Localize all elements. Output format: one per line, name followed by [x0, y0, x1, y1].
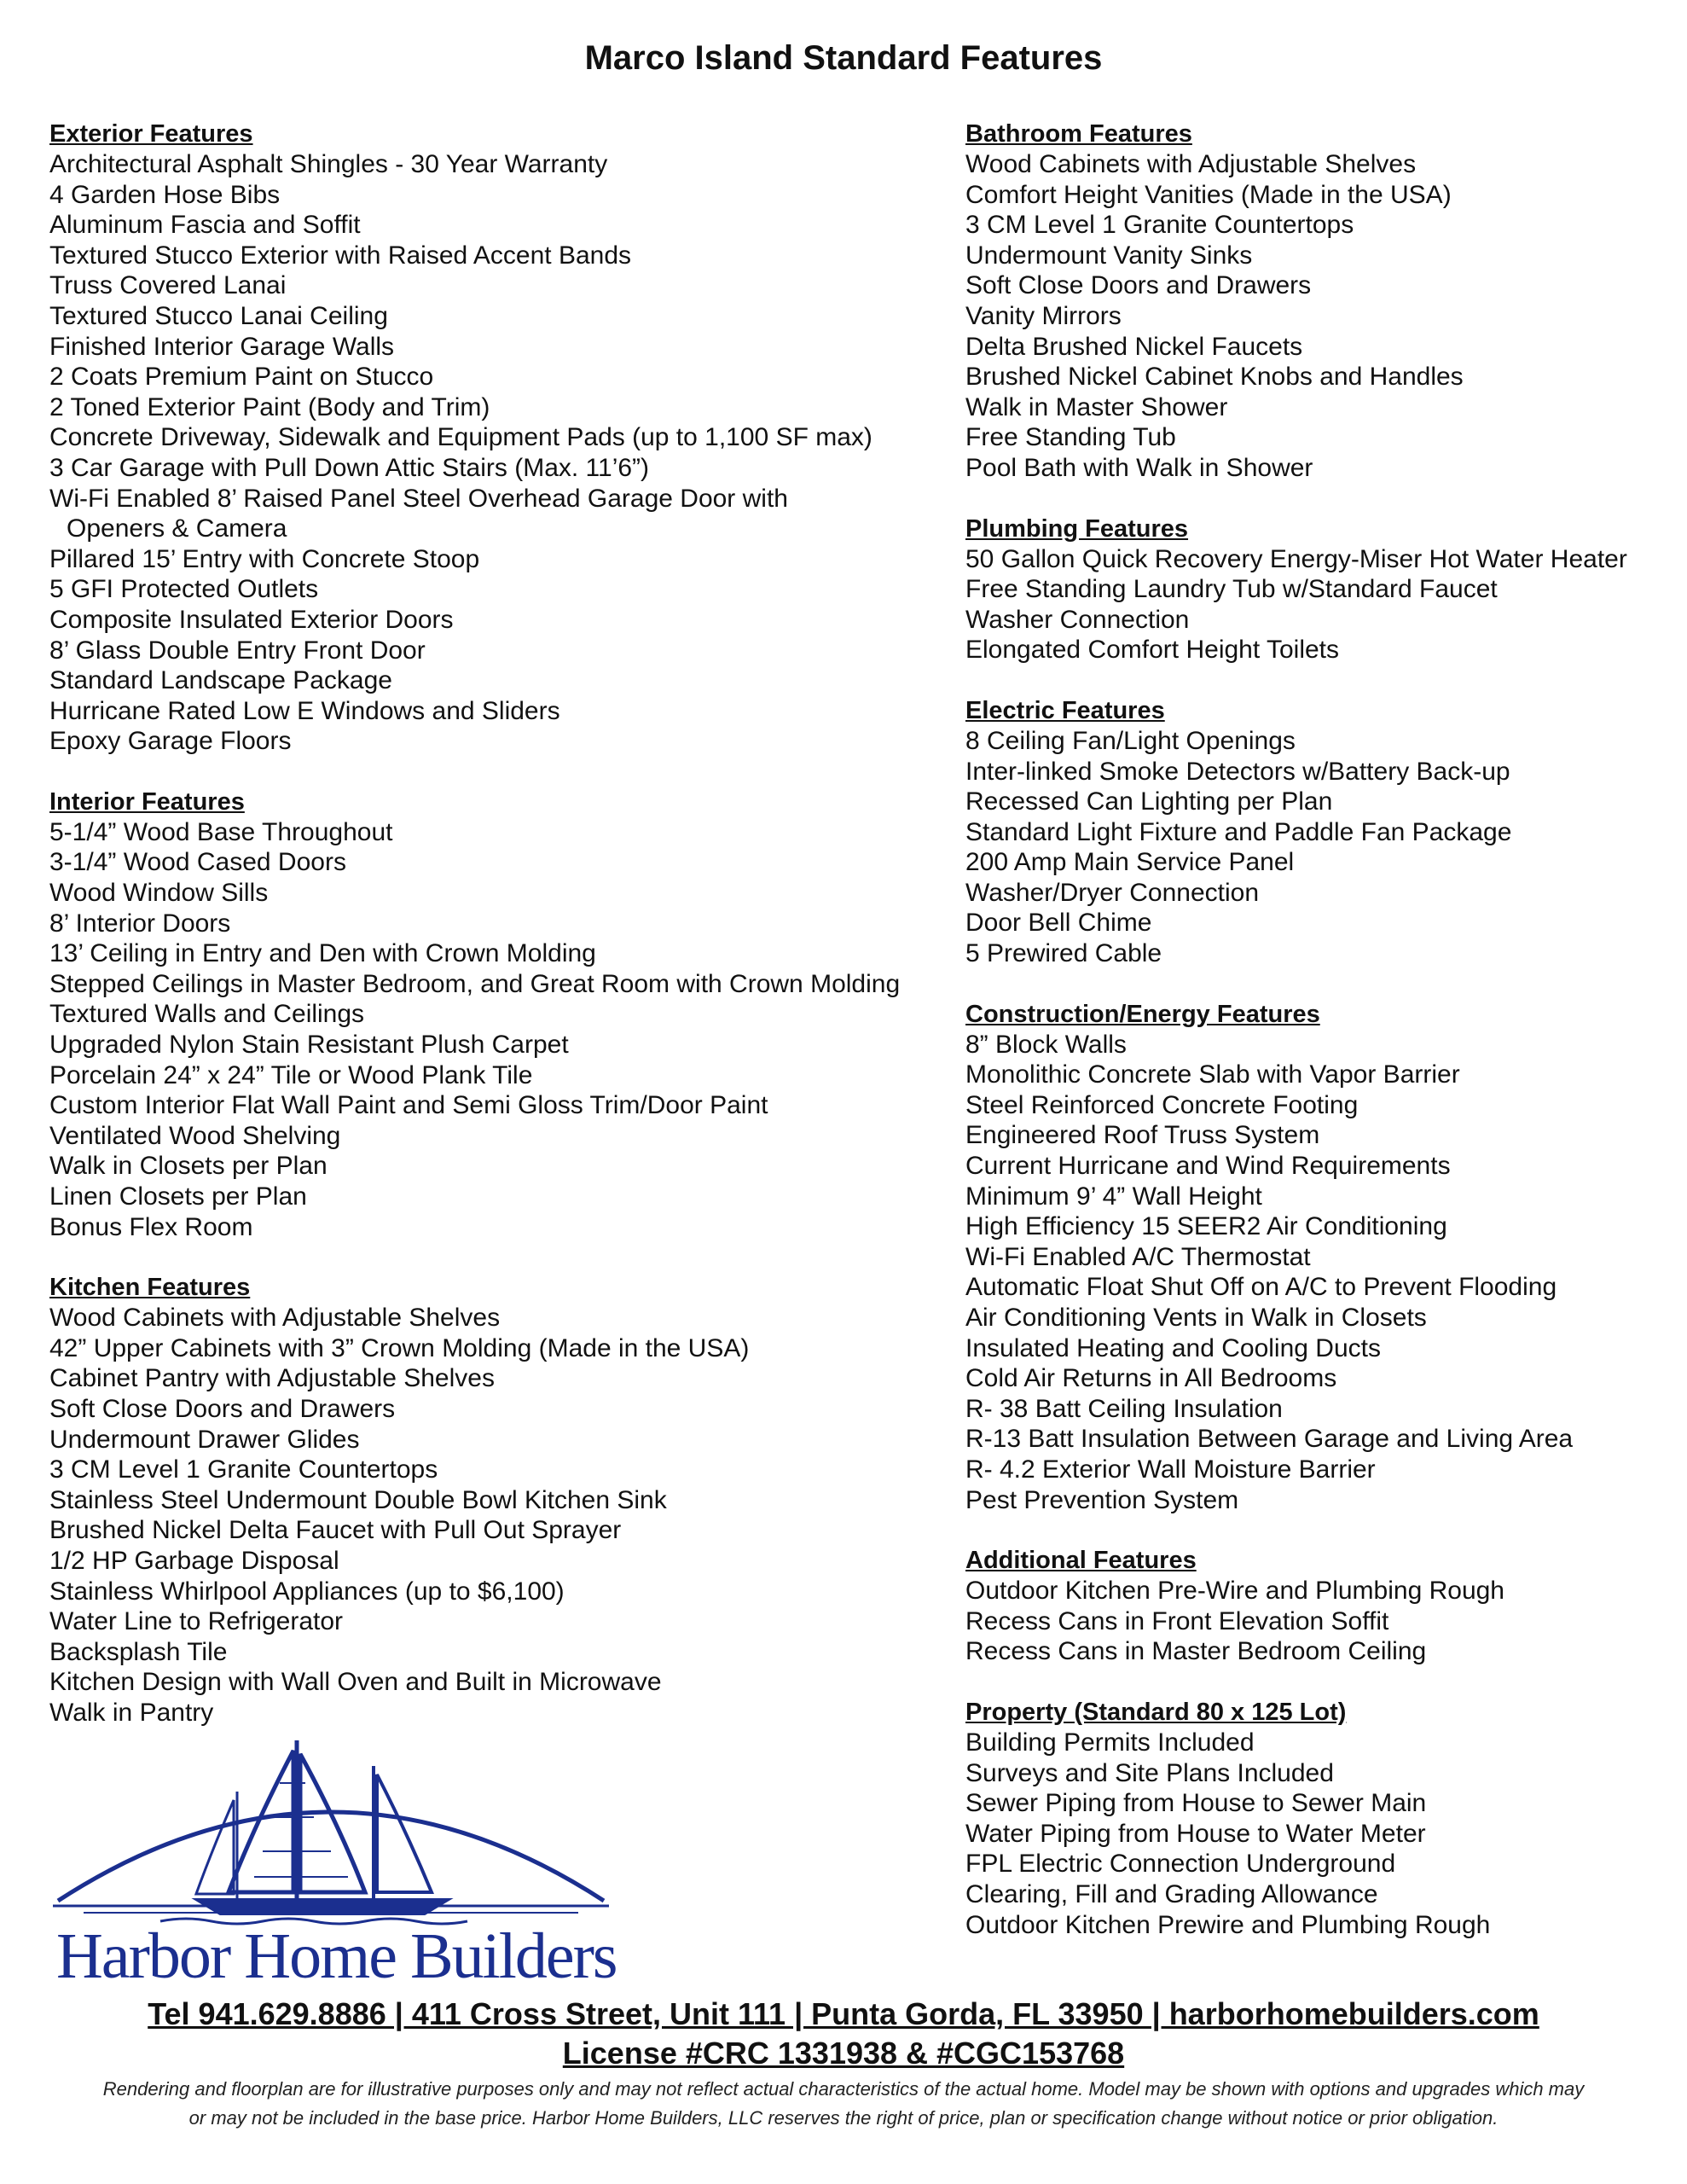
list-item: 2 Toned Exterior Paint (Body and Trim): [49, 392, 490, 421]
list-item: Inter-linked Smoke Detectors w/Battery Back-up: [965, 757, 1510, 786]
list-item: Free Standing Laundry Tub w/Standard Faucet: [965, 575, 1498, 604]
list-item: Insulated Heating and Cooling Ducts: [965, 1333, 1381, 1362]
list-item: Walk in Pantry: [49, 1698, 214, 1727]
list-item: Textured Stucco Exterior with Raised Accent Bands: [49, 241, 632, 270]
list-item: Vanity Mirrors: [965, 301, 1122, 330]
list-item: 3 CM Level 1 Granite Countertops: [49, 1455, 438, 1484]
contact-info: [0, 1995, 1687, 2073]
section-kitchen: [49, 1273, 936, 1728]
list-item: Kitchen Design with Wall Oven and Built in Microwave: [49, 1668, 662, 1697]
section-title: Electric Features: [965, 696, 1165, 724]
list-item: Free Standing Tub: [965, 423, 1176, 452]
list-item: R-13 Batt Insulation Between Garage and Living Area: [965, 1425, 1574, 1454]
list-item: Pool Bath with Walk in Shower: [965, 453, 1313, 482]
list-item: Truss Covered Lanai: [49, 271, 287, 300]
section-property: [965, 1698, 1682, 1940]
list-item: Architectural Asphalt Shingles - 30 Year Warranty: [49, 150, 608, 178]
list-item: 13’ Ceiling in Entry and Den with Crown Molding: [49, 939, 596, 968]
list-item: Surveys and Site Plans Included: [965, 1758, 1334, 1787]
list-item: Clearing, Fill and Grading Allowance: [965, 1879, 1378, 1908]
section-title: Kitchen Features: [49, 1274, 251, 1302]
list-item: 5 GFI Protected Outlets: [49, 575, 319, 604]
list-item: Wood Window Sills: [49, 879, 269, 908]
list-item: Undermount Vanity Sinks: [965, 241, 1253, 270]
list-item: FPL Electric Connection Underground: [965, 1850, 1396, 1879]
list-item: Cabinet Pantry with Adjustable Shelves: [49, 1364, 495, 1393]
list-item: 8 Ceiling Fan/Light Openings: [965, 726, 1296, 755]
list-item: 4 Garden Hose Bibs: [49, 180, 281, 209]
list-item: Brushed Nickel Cabinet Knobs and Handles: [965, 363, 1464, 392]
list-item: Sewer Piping from House to Sewer Main: [965, 1789, 1427, 1818]
list-item: Standard Light Fixture and Paddle Fan Package: [965, 817, 1512, 846]
section-title: Additional Features: [965, 1547, 1197, 1575]
list-item: Wood Cabinets with Adjustable Shelves: [965, 150, 1417, 178]
list-item: Ventilated Wood Shelving: [49, 1121, 341, 1150]
list-item: 8” Block Walls: [965, 1030, 1127, 1059]
list-item-continuation: Openers & Camera: [67, 514, 287, 543]
list-item: Water Piping from House to Water Meter: [965, 1819, 1426, 1848]
list-item: Recess Cans in Master Bedroom Ceiling: [965, 1637, 1427, 1666]
section-bathroom: [965, 119, 1682, 484]
section-title: Plumbing Features: [965, 514, 1189, 543]
list-item: 8’ Glass Double Entry Front Door: [49, 636, 426, 665]
disclaimer-line: Rendering and floorplan are for illustrative purposes only and may not reflect actual characteristics of the actual home. Model may be shown with options and upgrades which may: [102, 2078, 1585, 2100]
list-item: Wi-Fi Enabled 8’ Raised Panel Steel Overhead Garage Door with: [49, 484, 788, 513]
list-item: Minimum 9’ 4” Wall Height: [965, 1182, 1262, 1211]
list-item: Current Hurricane and Wind Requirements: [965, 1152, 1451, 1181]
list-item: Concrete Driveway, Sidewalk and Equipment Pads (up to 1,100 SF max): [49, 423, 872, 452]
list-item: Textured Stucco Lanai Ceiling: [49, 301, 388, 330]
list-item: Standard Landscape Package: [49, 666, 392, 695]
list-item: Stainless Steel Undermount Double Bowl Kitchen Sink: [49, 1485, 667, 1514]
list-item: Recess Cans in Front Elevation Soffit: [965, 1606, 1389, 1635]
list-item: Aluminum Fascia and Soffit: [49, 211, 361, 240]
list-item: Wood Cabinets with Adjustable Shelves: [49, 1304, 501, 1333]
section-plumbing: [965, 514, 1682, 665]
list-item: Washer Connection: [965, 605, 1190, 634]
list-item: Comfort Height Vanities (Made in the USA): [965, 180, 1452, 209]
list-item: Stainless Whirlpool Appliances (up to $6,100): [49, 1577, 565, 1606]
list-item: Brushed Nickel Delta Faucet with Pull Out Sprayer: [49, 1516, 622, 1545]
list-item: 3-1/4” Wood Cased Doors: [49, 848, 346, 877]
list-item: 42” Upper Cabinets with 3” Crown Molding (Made in the USA): [49, 1333, 750, 1362]
list-item: Pillared 15’ Entry with Concrete Stoop: [49, 544, 480, 573]
right-column: [965, 119, 1682, 1971]
section-electric: [965, 696, 1682, 969]
company-logo-text: Harbor Home Builders: [56, 1920, 617, 1992]
list-item: 50 Gallon Quick Recovery Energy-Miser Hot Water Heater: [965, 544, 1627, 573]
list-item: Automatic Float Shut Off on A/C to Prevent Flooding: [965, 1273, 1557, 1302]
left-column: [49, 119, 936, 1759]
list-item: Walk in Master Shower: [965, 392, 1228, 421]
list-item: Door Bell Chime: [965, 909, 1152, 938]
list-item: Custom Interior Flat Wall Paint and Semi Gloss Trim/Door Paint: [49, 1091, 768, 1120]
list-item: Walk in Closets per Plan: [49, 1152, 328, 1181]
list-item: Backsplash Tile: [49, 1637, 228, 1666]
list-item: Finished Interior Garage Walls: [49, 332, 395, 361]
section-additional: [965, 1546, 1682, 1667]
section-title: Exterior Features: [49, 120, 253, 148]
list-item: 5-1/4” Wood Base Throughout: [49, 817, 393, 846]
list-item: Upgraded Nylon Stain Resistant Plush Carpet: [49, 1031, 569, 1060]
list-item: 1/2 HP Garbage Disposal: [49, 1546, 339, 1575]
list-item: Epoxy Garage Floors: [49, 727, 292, 756]
list-item: High Efficiency 15 SEER2 Air Conditioning: [965, 1212, 1447, 1241]
list-item: Delta Brushed Nickel Faucets: [965, 332, 1303, 361]
section-exterior: [49, 119, 936, 757]
list-item: 200 Amp Main Service Panel: [965, 848, 1295, 877]
list-item: Recessed Can Lighting per Plan: [965, 787, 1333, 816]
section-title: Property (Standard 80 x 125 Lot): [965, 1698, 1347, 1726]
list-item: Cold Air Returns in All Bedrooms: [965, 1364, 1337, 1393]
section-interior: [49, 787, 936, 1242]
list-item: Wi-Fi Enabled A/C Thermostat: [965, 1242, 1311, 1271]
list-item: Monolithic Concrete Slab with Vapor Barrier: [965, 1060, 1460, 1089]
list-item: Water Line to Refrigerator: [49, 1607, 344, 1636]
section-title: Bathroom Features: [965, 120, 1192, 148]
list-item: Textured Walls and Ceilings: [49, 1000, 365, 1029]
disclaimer-line: or may not be included in the base price. Harbor Home Builders, LLC reserves the right of price, plan or specification change without notice or prior obligation.: [188, 2107, 1499, 2129]
list-item: Porcelain 24” x 24” Tile or Wood Plank Tile: [49, 1060, 533, 1089]
list-item: 2 Coats Premium Paint on Stucco: [49, 363, 434, 392]
list-item: Composite Insulated Exterior Doors: [49, 605, 454, 634]
license-line: License #CRC 1331938 & #CGC153768: [562, 2036, 1125, 2071]
page-title: Marco Island Standard Features: [584, 39, 1103, 77]
list-item: Soft Close Doors and Drawers: [965, 271, 1312, 300]
disclaimer: [51, 2075, 1636, 2133]
list-item: Outdoor Kitchen Pre-Wire and Plumbing Rough: [965, 1577, 1504, 1606]
section-construction-energy: [965, 1000, 1682, 1516]
list-item: Hurricane Rated Low E Windows and Sliders: [49, 696, 560, 725]
contact-line: Tel 941.629.8886 | 411 Cross Street, Unit 111 | Punta Gorda, FL 33950 | harborhomebuilders.com: [148, 1996, 1539, 2031]
list-item: Outdoor Kitchen Prewire and Plumbing Rough: [965, 1910, 1491, 1939]
list-item: 3 CM Level 1 Granite Countertops: [965, 211, 1354, 240]
list-item: Soft Close Doors and Drawers: [49, 1394, 396, 1423]
list-item: 8’ Interior Doors: [49, 909, 231, 938]
section-title: Construction/Energy Features: [965, 1000, 1320, 1028]
list-item: R- 4.2 Exterior Wall Moisture Barrier: [965, 1455, 1376, 1484]
list-item: Linen Closets per Plan: [49, 1182, 307, 1211]
list-item: Pest Prevention System: [965, 1485, 1239, 1514]
list-item: Elongated Comfort Height Toilets: [965, 636, 1340, 665]
list-item: Bonus Flex Room: [49, 1212, 253, 1241]
list-item: Building Permits Included: [965, 1728, 1255, 1757]
list-item: 3 Car Garage with Pull Down Attic Stairs (Max. 11’6”): [49, 453, 650, 482]
list-item: 5 Prewired Cable: [965, 939, 1162, 968]
list-item: Stepped Ceilings in Master Bedroom, and Great Room with Crown Molding: [49, 969, 901, 998]
list-item: Engineered Roof Truss System: [965, 1121, 1320, 1150]
list-item: R- 38 Batt Ceiling Insulation: [965, 1394, 1283, 1423]
list-item: Washer/Dryer Connection: [965, 878, 1260, 907]
list-item: Air Conditioning Vents in Walk in Closets: [965, 1304, 1427, 1332]
section-title: Interior Features: [49, 787, 245, 816]
list-item: Steel Reinforced Concrete Footing: [965, 1090, 1359, 1119]
list-item: Undermount Drawer Glides: [49, 1425, 360, 1454]
